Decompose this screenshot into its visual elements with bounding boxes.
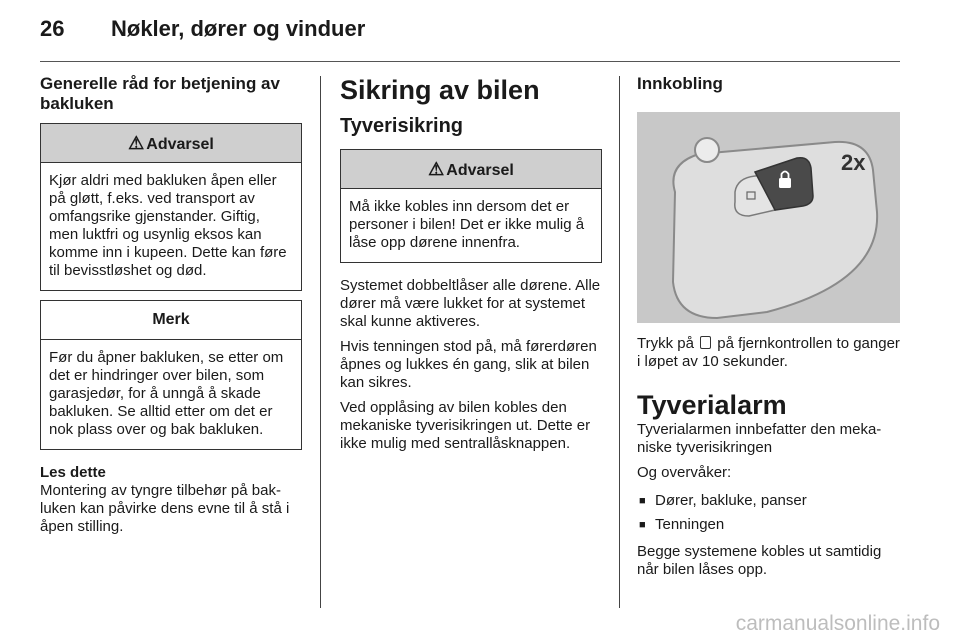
warning-box-title: Advarsel bbox=[146, 136, 214, 153]
warning-triangle-icon: ⚠ bbox=[128, 133, 145, 153]
warning-triangle-icon: ⚠ bbox=[428, 159, 445, 179]
key-ring-loop bbox=[695, 138, 719, 162]
page-title: Nøkler, dører og vinduer bbox=[111, 16, 366, 41]
warning-box bbox=[40, 123, 302, 291]
subheading-anti-theft: Tyverisikring bbox=[340, 115, 464, 137]
instruction-text-end: på fjernkontrollen to ganger i løpet av 10 sekunder. bbox=[637, 335, 900, 370]
warning-box bbox=[340, 149, 602, 263]
column-divider bbox=[619, 76, 620, 608]
page-number: 26 bbox=[40, 16, 65, 41]
column-left bbox=[40, 74, 302, 543]
list-item-text: Tenningen bbox=[655, 516, 725, 533]
section-heading-tailgate-advice: Generelle råd for betjening av bakluken bbox=[40, 74, 280, 113]
read-this-text: Montering av tyngre tilbehør på bakluken kan påvirke dens evne til å stå i åpen stilling. bbox=[40, 482, 290, 535]
note-box-text: Før du åpner bakluken, se etter om det er hindringer over bilen, som garasjedør, for å unngå å skade bakluken. Se alltid etter om det er nok plass over og bak bakluken. bbox=[49, 349, 284, 438]
warning-box-header bbox=[41, 124, 301, 163]
alarm-description: Tyverialarmen innbefatter den mekaniske tyverisikringen bbox=[637, 421, 882, 456]
monitors-label: Og overvåker: bbox=[637, 464, 732, 481]
list-item-text: Dører, bakluke, panser bbox=[655, 492, 807, 509]
column-right bbox=[637, 74, 900, 586]
note-box bbox=[40, 300, 302, 450]
warning-box-header bbox=[341, 150, 601, 189]
instruction-text bbox=[637, 335, 900, 371]
header-divider bbox=[40, 61, 900, 62]
list-item bbox=[637, 489, 900, 513]
read-this-label: Les dette bbox=[40, 464, 106, 481]
paragraph: Systemet dobbeltlåser alle dørene. Alle dører må være lukket for at systemet skal kunne aktiveres. bbox=[340, 277, 601, 330]
section-heading-vehicle-security: Sikring av bilen bbox=[340, 75, 540, 105]
square-bullet-icon: ■ bbox=[639, 519, 646, 531]
body-text bbox=[340, 277, 602, 453]
press-twice-label: 2x bbox=[841, 150, 866, 175]
instruction-text-start: Trykk på bbox=[637, 335, 694, 352]
list-item bbox=[637, 513, 900, 537]
column-divider bbox=[320, 76, 321, 608]
warning-box-title: Advarsel bbox=[446, 162, 514, 179]
section-heading-alarm: Tyverialarm bbox=[637, 390, 787, 420]
lock-icon bbox=[779, 178, 791, 188]
warning-box-text: Kjør aldri med bakluken åpen eller på gløtt, f.eks. ved transport av omfangsrike gjenstander. Giftig, men luktfri og usynlig eksos kan komme inn i kupeen. Dette kan føre til bevisstløshet og død. bbox=[49, 172, 287, 279]
closing-text: Begge systemene kobles ut samtidig når bilen låses opp. bbox=[637, 543, 882, 578]
paragraph: Ved opplåsing av bilen kobles den mekaniske tyverisikringen ut. Dette er ikke mulig med sentrallåsknappen. bbox=[340, 399, 591, 452]
column-middle bbox=[340, 74, 602, 460]
square-bullet-icon: ■ bbox=[639, 495, 646, 507]
warning-box-text: Må ikke kobles inn dersom det er personer i bilen! Det er ikke mulig å låse opp dørene innenfra. bbox=[349, 198, 585, 251]
key-fob-illustration bbox=[637, 112, 900, 323]
monitored-items-list bbox=[637, 489, 900, 537]
lock-button-icon bbox=[700, 336, 711, 349]
paragraph: Hvis tenningen stod på, må førerdøren åpnes og lukkes én gang, slik at bilen kan sikres. bbox=[340, 338, 597, 391]
read-this-block bbox=[40, 464, 302, 536]
note-box-header: Merk bbox=[41, 301, 301, 340]
watermark-text: carmanualsonline.info bbox=[735, 612, 940, 635]
section-heading-activation: Innkobling bbox=[637, 74, 723, 93]
